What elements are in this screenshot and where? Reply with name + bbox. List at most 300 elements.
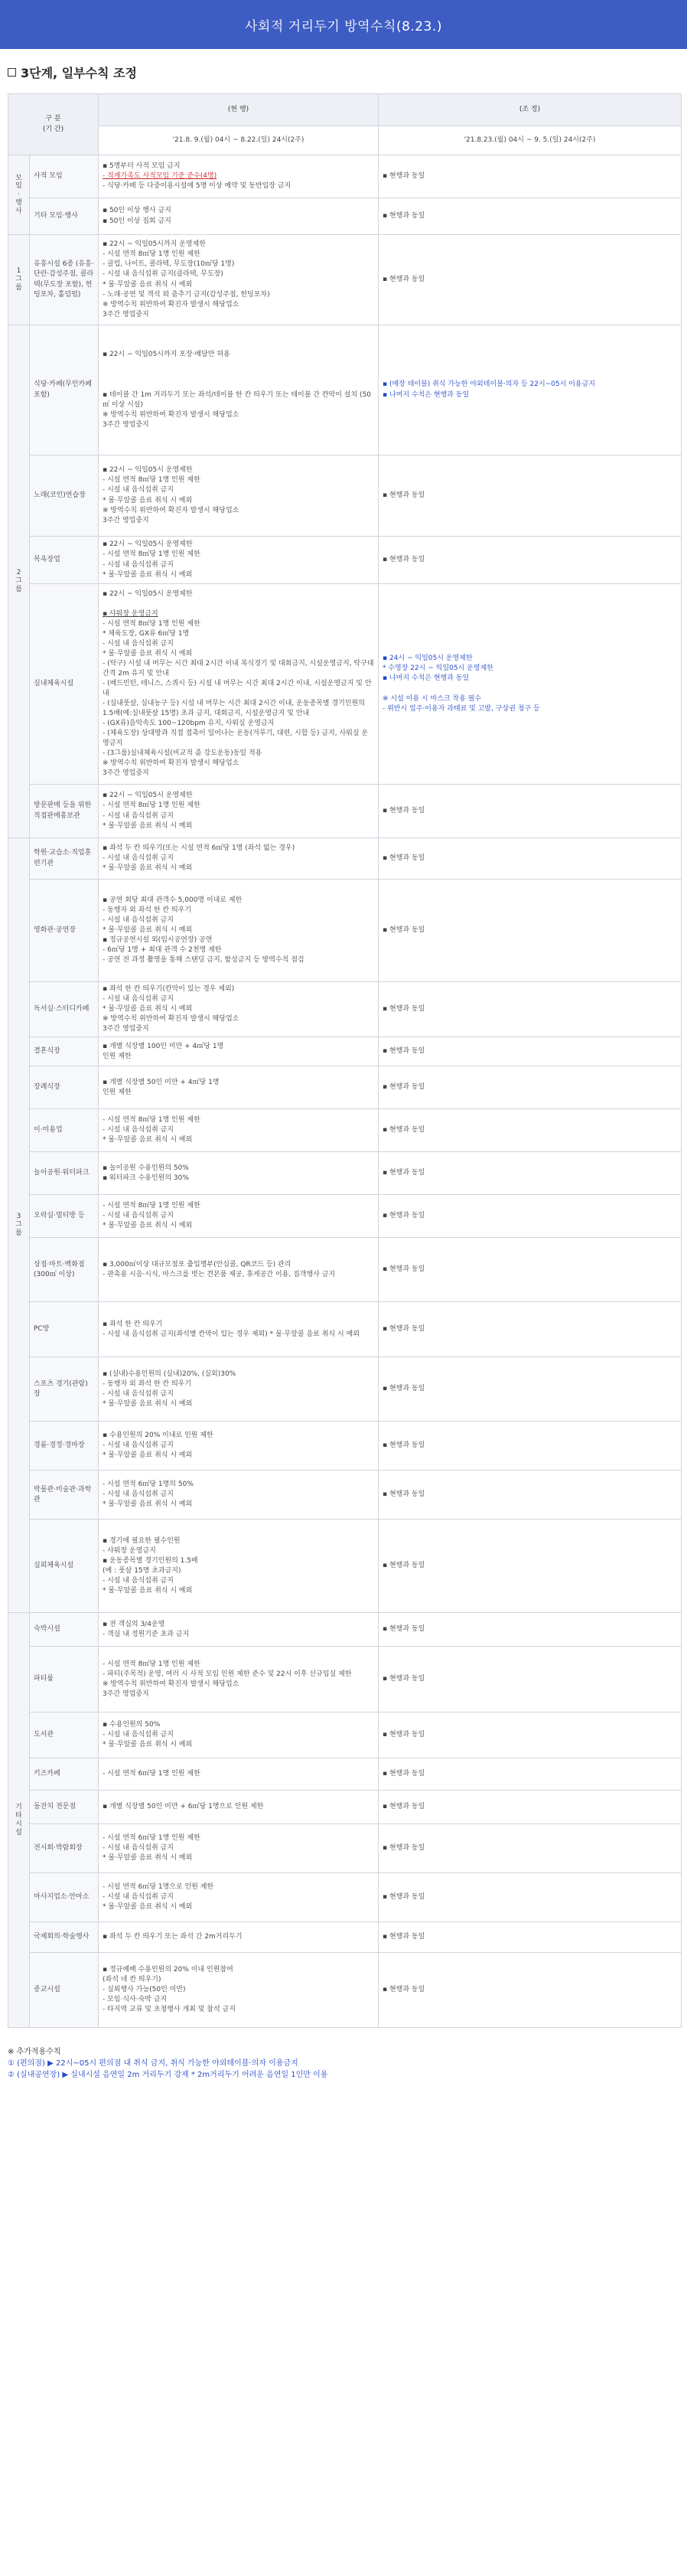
current-rule-line: - 시설 면적 8㎡당 1명 인원 제한 [103,1660,200,1668]
current-rule [99,584,379,785]
group-label-text: 모임·행사 [15,174,22,215]
current-rule [99,1613,379,1647]
facility-name: 스포츠 경기(관람)장 [30,1357,99,1422]
current-rule-line: * 물·무알콜 음료 취식 시 예외 [103,1399,193,1408]
adjusted-rule-line: ▪ 현행과 동일 [383,854,425,862]
adjusted-rule [379,1520,682,1613]
header-current: (현 행) [99,94,379,126]
adjusted-rule-line: ▪ 현행과 동일 [383,1265,425,1274]
facility-name: 경륜·경정·경마장 [30,1422,99,1471]
current-rule-line: - 공연 전 과정 촬영을 통해 스탠딩 금지, 함성금지 등 방역수칙 점검 [103,956,304,965]
adjusted-rule [379,537,682,584]
current-rule [99,1109,379,1152]
adjusted-rule-line: ▪ 나머지 수칙은 현행과 동일 [383,390,470,399]
table-row [8,325,682,455]
table-row [8,155,682,198]
current-rule-line: * 물·무알콜 음료 취식 시 예외 [103,1136,193,1144]
adjusted-rule [379,1357,682,1422]
current-rule-line: - 식당·카페 등 다중이용시설에 5명 이상 예약 및 동반입장 금지 [103,182,291,191]
current-rule [99,880,379,982]
current-rule-line: - 시설 내 음식섭취 금지 [103,639,174,648]
table-row [8,982,682,1037]
adjusted-rule-line: ▪ 현행과 동일 [383,1675,425,1683]
current-rule-line: 3주간 영업중지 [103,420,149,429]
current-rule-line: * 물·무알콜 음료 취식 시 예외 [103,821,193,830]
adjusted-rule-line [383,684,677,694]
current-rule-line: - 시설 내 음식섭취 금지(좌석별 칸막이 있는 경우 제외) * 물·무알콜 음료 취식 시 예외 [103,1330,360,1338]
current-rule-line: - 시설 면적 8㎡당 1명 인원 제한 [103,619,200,628]
current-rule-line: 인원 제한 [103,1052,132,1060]
adjusted-rule-line: ▪ 24시 ~ 익일05시 운영제한 [383,655,473,663]
adjusted-rule-line: ※ 시설 이용 시 마스크 착용 필수 [383,694,482,703]
adjusted-rule [379,235,682,325]
adjusted-rule-line: ▪ 현행과 동일 [383,1490,425,1499]
table-row [8,1152,682,1195]
current-rule-line: - 직계가족도 사적모임 기준 준수(4명) [103,171,217,180]
current-rule [99,1712,379,1758]
current-rule-line: - 시설 면적 6㎡당 1명으로 인원 제한 [103,1883,214,1892]
current-rule [99,982,379,1037]
adjusted-rule-line: ▪ 현행과 동일 [383,1844,425,1853]
adjusted-rule-line: - 위반시 업주·이용자 과태료 및 고발, 구상권 청구 등 [383,704,540,713]
current-rule-line: - 판촉용 시음·시식, 마스크를 벗는 견본품 제공, 휴게공간 이용, 집객행사 금지 [103,1270,336,1278]
current-rule-line: - 동행자 외 좌석 한 칸 띄우기 [103,906,192,914]
current-rule-line: ※ 방역수칙 위반하여 확진자 발생시 해당업소 [103,1015,239,1024]
table-row [8,1922,682,1953]
adjusted-rule-line: ▪ 현행과 동일 [383,1731,425,1739]
facility-name: 이·미용업 [30,1109,99,1152]
current-rule-line [103,380,374,390]
current-rule [99,1791,379,1824]
current-rule-line: * 물·무알콜 음료 취식 시 예외 [103,1451,193,1460]
facility-name: PC방 [30,1302,99,1357]
group-label [8,838,30,1613]
adjusted-rule-line: ▪ 현행과 동일 [383,926,425,934]
adjusted-rule-line: ▪ 현행과 동일 [383,1893,425,1902]
current-rule-line: ▪ 22시 ~ 익일05시 운영제한 [103,466,193,475]
facility-name: 국제회의·학술행사 [30,1922,99,1953]
adjusted-rule-line: ▪ 현행과 동일 [383,1803,425,1811]
current-rule-line: ▪ 개별 식장별 100인 미만 + 4㎡당 1명 [103,1042,224,1050]
table-row [8,1037,682,1066]
table-row [8,198,682,235]
current-rule-line: ※ 방역수칙 위반하여 확진자 발생시 해당업소 [103,506,239,514]
rules-table-body [8,155,682,2028]
table-row [8,880,682,982]
facility-name: 상점·마트·백화점(300㎡ 이상) [30,1238,99,1302]
current-rule-line: ▪ 좌석 두 칸 띄우기(또는 시설 면적 6㎡당 1명 (좌석 없는 경우) [103,844,295,852]
current-rule-line: * 물·무알콜 음료 취식 시 예외 [103,280,193,289]
current-rule-line: - (실내풋살, 실내농구 등) 시설 내 머무는 시간 최대 2시간 이내, 운동종목별 경기인원의 1.5배(예:실내풋살 15명) 초과 금지, 대회금지, 시설운영금지 및 안내 [103,700,365,718]
table-row [8,1357,682,1422]
facility-name: 돌잔치 전문점 [30,1791,99,1824]
current-rule-line: ▪ 개별 식장별 50인 미만 + 6㎡당 1명으로 인원 제한 [103,1803,264,1811]
table-row [8,1422,682,1471]
adjusted-rule [379,1109,682,1152]
current-rule-line: ※ 방역수칙 위반하여 확진자 발생시 해당업소 [103,1680,239,1688]
current-rule-line: - 시설 면적 8㎡당 1명 인원 제한 [103,1202,200,1210]
group-label-text: 기타시설 [15,1804,22,1837]
current-rule [99,1520,379,1613]
adjusted-rule-line: ▪ 현행과 동일 [383,1770,425,1778]
current-rule [99,1037,379,1066]
adjusted-rule-line: ▪ (매장 테이블) 취식 가능한 야외테이블·의자 등 22시~05시 이용금지 [383,380,595,389]
adjusted-rule-line: ▪ 현행과 동일 [383,171,425,180]
adjusted-rule [379,1152,682,1195]
current-rule-line: - 객실 내 정원기준 초과 금지 [103,1630,190,1638]
note-item-1: ① (편의점) ▶ 22시~05시 편의점 내 취식 금지, 취식 가능한 야외테이블·의자 이용금지 [8,2059,298,2068]
current-rule-line: - 시설 내 음식섭취 금지 [103,1441,174,1450]
current-rule-line: - 동행자 외 좌석 한 칸 띄우기 [103,1379,192,1388]
current-rule-line: - 시설 내 음식섭취 금지 [103,995,174,1004]
adjusted-rule-line: ▪ 현행과 동일 [383,275,425,283]
adjusted-rule [379,838,682,880]
facility-name: 실내체육시설 [30,584,99,785]
table-row [8,1613,682,1647]
facility-name: 유흥시설 6종 (유흥·단란·감성주점, 콜라텍(무도장 포함), 헌팅포차, 홀덤펍) [30,235,99,325]
current-rule-line: ▪ 22시 ~ 익일05시 운영제한 [103,589,193,598]
header-adjusted: (조 정) [379,94,682,126]
adjusted-rule [379,1302,682,1357]
current-rule-line: - 시설 면적 6㎡당 1명 인원 제한 [103,1770,200,1778]
facility-name: 키즈카페 [30,1758,99,1791]
current-rule-line: 인원 제한 [103,1088,132,1096]
current-rule-line: ▪ 정규공연시설 외(임시공연장) 공연 [103,936,213,945]
adjusted-rule-line: ▪ 현행과 동일 [383,1562,425,1570]
current-rule [99,1647,379,1712]
adjusted-rule [379,1238,682,1302]
group-label-text: 3그룹 [15,1213,22,1238]
current-rule-line: - 시설 내 음식섭취 금지 [103,486,174,495]
adjusted-rule-line: * 수영장 22시 ~ 익일05시 운영제한 [383,664,493,673]
page-title: 사회적 거리두기 방역수칙(8.23.) [245,18,442,34]
current-rule [99,1922,379,1953]
current-rule [99,1471,379,1520]
current-rule-line: * 물·무알콜 음료 취식 시 예외 [103,864,193,873]
current-rule-line: - 파티(주목적) 운영, 여러 시 사적 모임 인원 제한 준수 및 22시 이후 신규입실 제한 [103,1670,352,1678]
adjusted-rule [379,198,682,235]
current-rule-line: * 물·무알콜 음료 취식 시 예외 [103,570,193,579]
facility-name: 실외체육시설 [30,1520,99,1613]
table-row [8,1712,682,1758]
current-rule-line [103,360,374,370]
current-rule [99,1195,379,1238]
current-rule-line: ▪ 경기에 필요한 필수인원 [103,1536,181,1545]
current-rule-line: ▪ 테이블 간 1m 거리두기 또는 좌석/테이블 한 칸 띄우기 또는 테이블 간 칸막이 설치 (50㎡ 이상 시설) [103,390,372,409]
checkbox-square-icon [8,68,16,77]
adjusted-rule [379,785,682,838]
current-rule-line: - (배드민턴, 테니스, 스쿼시 등) 시설 내 머무는 시간 최대 2시간 이내, 시설운영금지 및 안내 [103,679,372,698]
adjusted-rule [379,1791,682,1824]
facility-name: 도서관 [30,1712,99,1758]
adjusted-rule-line: ▪ 현행과 동일 [383,1986,425,1994]
adjusted-rule [379,1922,682,1953]
current-rule-line: ▪ 좌석 한 칸 띄우기 [103,1320,163,1328]
current-rule-line: ▪ 운동종목별 경기인원의 1.5배 [103,1556,198,1565]
current-rule-line [103,599,374,609]
table-row [8,1302,682,1357]
adjusted-rule [379,1613,682,1647]
facility-name: 영화관·공연장 [30,880,99,982]
current-rule [99,1758,379,1791]
adjusted-rule [379,1471,682,1520]
current-rule-line: ▪ 정규예배 수용인원의 20% 이내 인원참여 [103,1966,233,1974]
adjusted-rule [379,1824,682,1873]
current-rule-line: - (탁구) 시설 내 머무는 시간 최대 2시간 이내 복식경기 및 대회금지, 시설운영금지, 탁구대 간격 2m 유지 및 안내 [103,659,374,677]
group-label [8,1613,30,2028]
current-rule-line: - 시설 내 음식섭취 금지 [103,1893,174,1902]
facility-name: 방문판매 등을 위한 직접판매홍보관 [30,785,99,838]
current-rule-line: * 물·무알콜 음료 취식 시 예외 [103,1222,193,1230]
current-rule-line: - 클럽, 나이트, 콜라텍, 무도장(10㎡당 1명) [103,260,235,269]
facility-name: 놀이공원·워터파크 [30,1152,99,1195]
adjusted-rule-line: ▪ 현행과 동일 [383,1625,425,1634]
current-rule-line: - 시설 면적 6㎡당 1명의 50% [103,1481,194,1489]
current-rule [99,1302,379,1357]
current-rule-line: - 시설 내 음식섭취 금지 [103,1844,174,1853]
current-rule-line: - 시설 내 음식섭취 금지 [103,560,174,569]
adjusted-rule-line: ▪ 현행과 동일 [383,1083,425,1092]
page-header [0,0,687,49]
current-rule-line: ▪ 50인 이상 행사 금지 [103,207,171,215]
table-row [8,1791,682,1824]
facility-name: 장례식장 [30,1066,99,1109]
current-rule-line: 3주간 영업중지 [103,769,149,778]
current-rule [99,1152,379,1195]
current-rule-line: ※ 방역수칙 위반하여 확진자 발생시 해당업소 [103,410,239,419]
facility-name: 식당·카페(무인카페 포함) [30,325,99,455]
current-rule-line: * 물·무알콜 음료 취식 시 예외 [103,496,193,504]
current-rule [99,1824,379,1873]
current-rule-line: * 물·무알콜 음료 취식 시 예외 [103,1586,193,1595]
current-rule-line: ※ 방역수칙 위반하여 확진자 발생시 해당업소 [103,759,239,768]
current-rule [99,537,379,584]
current-rule [99,1238,379,1302]
current-rule-line: (예 : 풋살 15명 초과금지) [103,1566,181,1575]
adjusted-rule [379,1037,682,1066]
current-rule [99,838,379,880]
group-label-text: 2그룹 [15,569,22,593]
current-rule-line [103,370,374,380]
current-rule-line: - 시설 면적 8㎡당 1명 인원 제한 [103,476,200,485]
current-rule-line: * 물·무알콜 음료 취식 시 예외 [103,1854,193,1863]
facility-name: 박물관·미술관·과학관 [30,1471,99,1520]
facility-name: 파티룸 [30,1647,99,1712]
section-title-text: 3단계, 일부수칙 조정 [21,65,137,80]
current-rule-line: - 시설 내 음식섭취 금지 [103,1490,174,1499]
adjusted-rule-line: ▪ 현행과 동일 [383,491,425,499]
current-rule-line: ▪ 좌석 한 칸 띄우기(칸막이 있는 경우 제외) [103,985,235,993]
current-rule-line: - 샤워장 운영금지 [103,1546,156,1555]
adjusted-rule [379,584,682,785]
current-rule-line: ▪ 좌석 두 칸 띄우기 또는 좌석 간 2m거리두기 [103,1933,243,1941]
table-row [8,1066,682,1109]
adjusted-rule [379,325,682,455]
adjusted-rule [379,1873,682,1922]
current-rule [99,785,379,838]
adjusted-rule [379,1066,682,1109]
period-adjusted: '21.8.23.(월) 04시 ~ 9. 5.(일) 24시(2주) [379,126,682,155]
note-item-2: ② (실내공연장) ▶ 실내시설 음연일 2m 거리두기 강제 * 2m거리두기 어려운 음연일 1인만 이용 [8,2071,328,2080]
adjusted-rule [379,455,682,537]
table-row [8,1520,682,1613]
current-rule-line: - 시설 내 음식섭취 금지 [103,811,174,820]
current-rule-line: * 물·무알콜 음료 취식 시 예외 [103,649,193,658]
current-rule-line: - 시설 내 음식섭취 금지 [103,1126,174,1135]
adjusted-rule-line: ▪ 현행과 동일 [383,1126,425,1135]
current-rule-line: - 시설 내 음식섭취 금지 [103,1731,174,1739]
notes [0,2028,687,2088]
adjusted-rule [379,1712,682,1758]
table-row [8,584,682,785]
adjusted-rule-line: ▪ 현행과 동일 [383,1047,425,1056]
current-rule-line: 3주간 영업중지 [103,1025,149,1033]
table-row [8,1647,682,1712]
facility-name: 전시회·박람회장 [30,1824,99,1873]
facility-name: 종교시설 [30,1953,99,2028]
facility-name: 결혼식장 [30,1037,99,1066]
current-rule-line: ▪ 샤워장 운영금지 [103,609,158,618]
current-rule-line: - 시설 내 음식섭취 금지 [103,1389,174,1398]
table-row [8,1471,682,1520]
facility-name: 목욕장업 [30,537,99,584]
current-rule-line: - 노래·공연 및 객석 외 춤추기 금지(감성주점, 헌팅포차) [103,290,270,299]
table-row [8,1758,682,1791]
table-row [8,455,682,537]
current-rule-line: - 6㎡당 1명 + 최대 관객 수 2천명 제한 [103,946,222,955]
current-rule [99,325,379,455]
current-rule-line: * 물·무알콜 음료 취식 시 예외 [103,1741,193,1749]
current-rule-line: ▪ 22시 ~ 익일05시 운영제한 [103,540,193,549]
section-title [0,49,687,93]
adjusted-rule [379,1195,682,1238]
adjusted-rule-line: ▪ 현행과 동일 [383,1325,425,1334]
current-rule-line: ▪ 개별 식장별 50인 미만 + 4㎡당 1명 [103,1078,220,1086]
current-rule [99,1357,379,1422]
adjusted-rule [379,1953,682,2028]
adjusted-rule-line: ▪ 현행과 동일 [383,1212,425,1220]
adjusted-rule [379,155,682,198]
current-rule-line: ▪ 워터파크 수용인원의 30% [103,1174,189,1182]
table-row [8,1195,682,1238]
rules-table [8,93,682,2028]
current-rule-line: ※ 방역수칙 위반하여 확진자 발생시 해당업소 [103,300,239,309]
current-rule-line: * 물·무알콜 음료 취식 시 예외 [103,1500,193,1509]
facility-name: 오락실·멀티방 등 [30,1195,99,1238]
facility-name: 사적 모임 [30,155,99,198]
current-rule [99,1066,379,1109]
current-rule-line: ▪ 수용인원의 20% 이내로 인원 제한 [103,1432,213,1440]
adjusted-rule-line: ▪ 현행과 동일 [383,1005,425,1014]
current-rule [99,155,379,198]
current-rule [99,455,379,537]
group-label [8,155,30,235]
current-rule-line: (좌석 네 칸 띄우기) [103,1976,161,1984]
current-rule-line: * 체육도장, GX류 6㎡당 1명 [103,629,190,638]
current-rule-line: ▪ 50인 이상 집회 금지 [103,217,171,225]
table-row [8,537,682,584]
facility-name: 독서실·스터디카페 [30,982,99,1037]
adjusted-rule [379,880,682,982]
adjusted-rule [379,982,682,1037]
current-rule-line: * 물·무알콜 음료 취식 시 예외 [103,1005,193,1014]
current-rule-line: - 시설 내 음식섭취 금지(클라텍, 무도장) [103,270,223,279]
current-rule [99,1422,379,1471]
table-row [8,1238,682,1302]
current-rule-line: - 타지역 교류 및 초청행사 개최 및 참석 금지 [103,2006,236,2014]
table-row [8,1873,682,1922]
adjusted-rule [379,1647,682,1712]
current-rule-line: - 시설 면적 6㎡당 1명 인원 제한 [103,1834,200,1843]
current-rule-line: - 시설 내 음식섭취 금지 [103,1576,174,1585]
current-rule-line: ▪ 22시 ~ 익일05시 운영제한 [103,792,193,800]
current-rule-line: - 시설 면적 8㎡당 1명 인원 제한 [103,1116,200,1125]
adjusted-rule [379,1758,682,1791]
current-rule-line: - 시설 면적 8㎡당 1명 인원 제한 [103,250,200,259]
facility-name: 기타 모임·행사 [30,198,99,235]
adjusted-rule-line: ▪ 현행과 동일 [383,1385,425,1393]
current-rule-line: - (체육도장) 상대방과 직접 접촉이 일어나는 운동(겨루기, 대련, 시합 등) 금지, 사워실 운영금지 [103,730,369,748]
current-rule-line: 3주간 영업중지 [103,516,149,524]
adjusted-rule-line: ▪ 현행과 동일 [383,806,425,815]
current-rule-line: ▪ 놀이공원 수용인원의 50% [103,1164,189,1172]
current-rule-line: - (GX류)음악속도 100~120bpm 유지, 사워실 운영금지 [103,720,275,728]
table-row [8,1953,682,2028]
current-rule-line: - (3그룹)실내체육시설(비교적 좀 강도운동)동일 적용 [103,749,262,758]
facility-name: 숙박시설 [30,1613,99,1647]
current-rule-line: ▪ 5명부터 사적 모임 금지 [103,162,181,170]
adjusted-rule-line: ▪ 현행과 동일 [383,1441,425,1450]
current-rule-line: ▪ 전 객실의 3/4운영 [103,1620,165,1628]
table-row [8,1824,682,1873]
period-current: '21.8. 9.(월) 04시 ~ 8.22.(일) 24시(2주) [99,126,379,155]
facility-name: 노래(코인)연습장 [30,455,99,537]
adjusted-rule-line: ▪ 현행과 동일 [383,1169,425,1177]
adjusted-rule-line: ▪ 현행과 동일 [383,1933,425,1941]
facility-name: 학원·교습소·직업훈련기관 [30,838,99,880]
current-rule-line: ▪ 22시 ~ 익일05시까지 포장·배달만 허용 [103,351,230,359]
adjusted-rule-line: ▪ 현행과 동일 [383,211,425,220]
group-label-text: 1그룹 [15,267,22,292]
current-rule-line: ▪ 22시 ~ 익일05시까지 운영제한 [103,240,206,249]
current-rule [99,1953,379,2028]
current-rule [99,235,379,325]
header-category: 구 분 (기 간) [8,94,99,155]
current-rule-line: ▪ 3,000㎡이상 대규모점포 출입명부(안심콜, QR코드 등) 관리 [103,1260,291,1268]
table-row [8,235,682,325]
current-rule-line: - 시설 내 음식섭취 금지 [103,854,174,862]
table-row [8,785,682,838]
current-rule-line: ▪ 공연 회당 최대 관객수 5,000명 이내로 제한 [103,896,243,904]
current-rule-line: * 물·무알콜 음료 취식 시 예외 [103,926,193,934]
current-rule-line: - 시설 내 음식섭취 금지 [103,916,174,924]
current-rule [99,1873,379,1922]
table-row [8,838,682,880]
current-rule-line: 3주간 영업중지 [103,310,149,318]
adjusted-rule-line: ▪ 나머지 수칙은 현행과 동일 [383,674,470,683]
current-rule-line: - 실외행사 가능(50인 미만) [103,1986,186,1994]
facility-name: 마사지업소·안마소 [30,1873,99,1922]
current-rule-line: - 시설 내 음식섭취 금지 [103,1212,174,1220]
table-row [8,1109,682,1152]
group-label [8,235,30,325]
current-rule-line: - 시설 면적 8㎡당 1명 인원 제한 [103,802,200,810]
current-rule [99,198,379,235]
group-label [8,325,30,838]
current-rule-line: 3주간 영업중지 [103,1690,149,1698]
adjusted-rule [379,1422,682,1471]
current-rule-line: ▪ 수용인원의 50% [103,1721,161,1729]
